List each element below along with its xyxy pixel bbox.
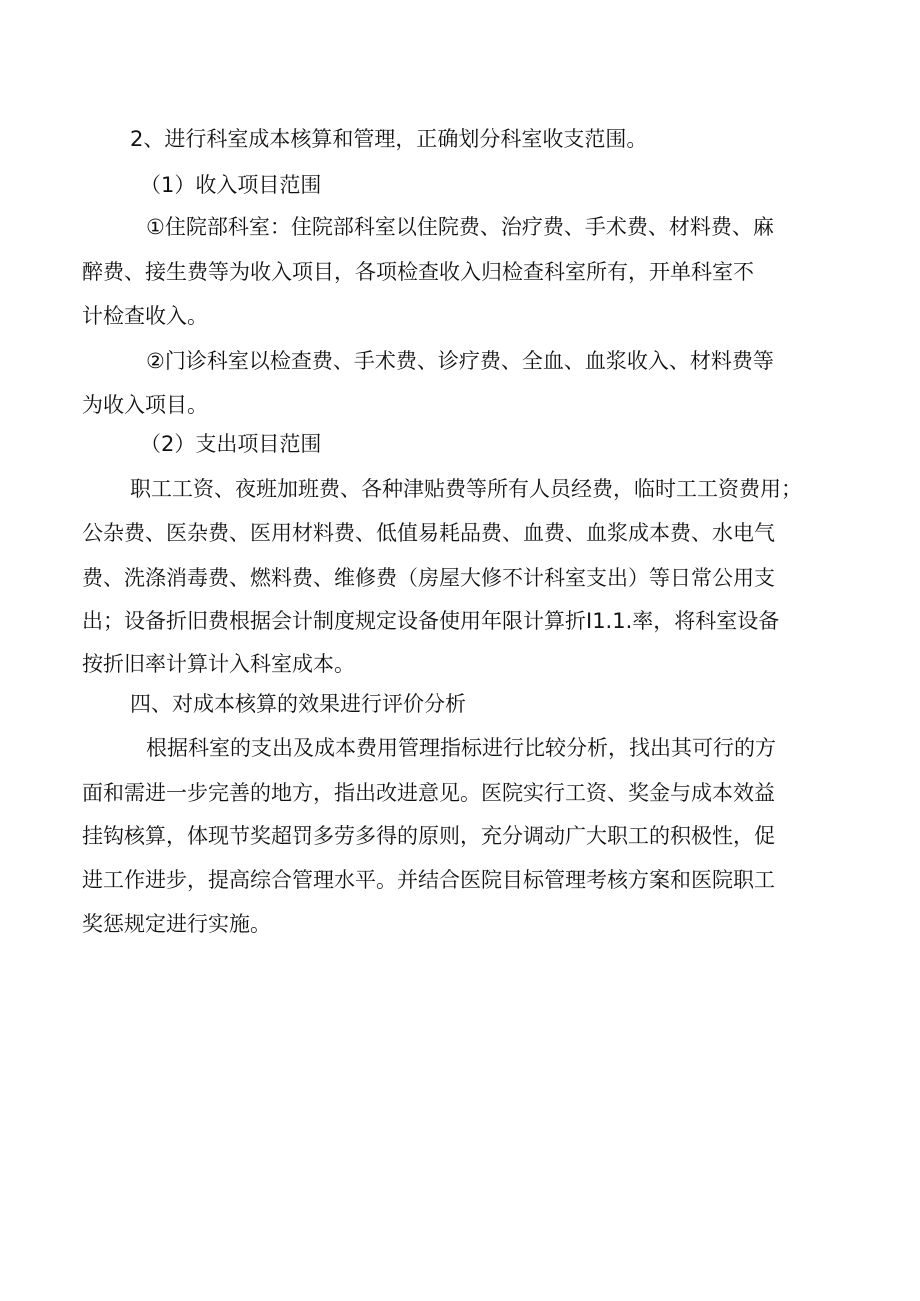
expense-line-3: 费、洗涤消毒费、燃料费、维修费（房屋大修不计科室支出）等日常公用支 [82,566,775,590]
evaluation-line-4: 进工作进步，提高综合管理水平。并结合医院目标管理考核方案和医院职工 [82,868,775,892]
outpatient-income-line-2: 为收入项目。 [82,393,208,417]
outpatient-income-line-1: ②门诊科室以检查费、手术费、诊疗费、全血、血浆收入、材料费等 [146,349,774,373]
expense-line-4: 出；设备折旧费根据会计制度规定设备使用年限计算折I1.1.率，将科室设备 [82,609,780,633]
evaluation-line-1: 根据科室的支出及成本费用管理指标进行比较分析，找出其可行的方 [146,736,776,760]
income-scope-heading: （1）收入项目范围 [140,173,322,197]
expense-line-5: 按折旧率计算计入科室成本。 [82,652,355,676]
expense-line-1: 职工工资、夜班加班费、各种津贴费等所有人员经费，临时工工资费用； [130,477,802,501]
inpatient-income-line-1: ①住院部科室：住院部科室以住院费、治疗费、手术费、材料费、麻 [146,215,774,239]
inpatient-income-line-2: 醉费、接生费等为收入项目，各项检查收入归检查科室所有，开单科室不 [82,260,754,284]
evaluation-line-3: 挂钩核算，体现节奖超罚多劳多得的原则，充分调动广大职工的积极性，促 [82,824,775,848]
section-2-heading: 2、进行科室成本核算和管理，正确划分科室收支范围。 [130,127,648,151]
section-4-heading: 四、对成本核算的效果进行评价分析 [130,692,466,716]
expense-line-2: 公杂费、医杂费、医用材料费、低值易耗品费、血费、血浆成本费、水电气 [82,521,775,545]
evaluation-line-5: 奖惩规定进行实施。 [82,912,271,936]
expense-scope-heading: （2）支出项目范围 [140,432,322,456]
inpatient-income-line-3: 计检查收入。 [82,304,208,328]
evaluation-line-2: 面和需进一步完善的地方，指出改进意见。医院实行工资、奖金与成本效益 [82,781,775,805]
